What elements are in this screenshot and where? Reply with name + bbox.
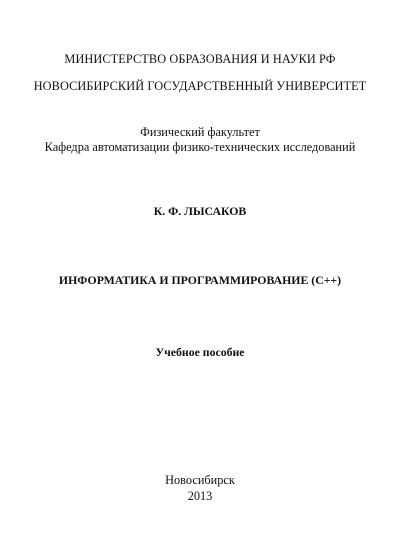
book-title: ИНФОРМАТИКА И ПРОГРАММИРОВАНИЕ (С++) [58, 273, 342, 287]
publication-city: Новосибирск [165, 473, 235, 487]
author-name: К. Ф. ЛЫСАКОВ [153, 204, 247, 218]
book-subtitle: Учебное пособие [155, 345, 245, 359]
university-name: НОВОСИБИРСКИЙ ГОСУДАРСТВЕННЫЙ УНИВЕРСИТЕТ [33, 79, 367, 93]
publication-year: 2013 [187, 489, 213, 503]
faculty-name: Физический факультет [140, 125, 260, 139]
department-name: Кафедра автоматизации физико-технических исследований [44, 140, 356, 154]
ministry-name: МИНИСТЕРСТВО ОБРАЗОВАНИЯ И НАУКИ РФ [64, 52, 336, 66]
